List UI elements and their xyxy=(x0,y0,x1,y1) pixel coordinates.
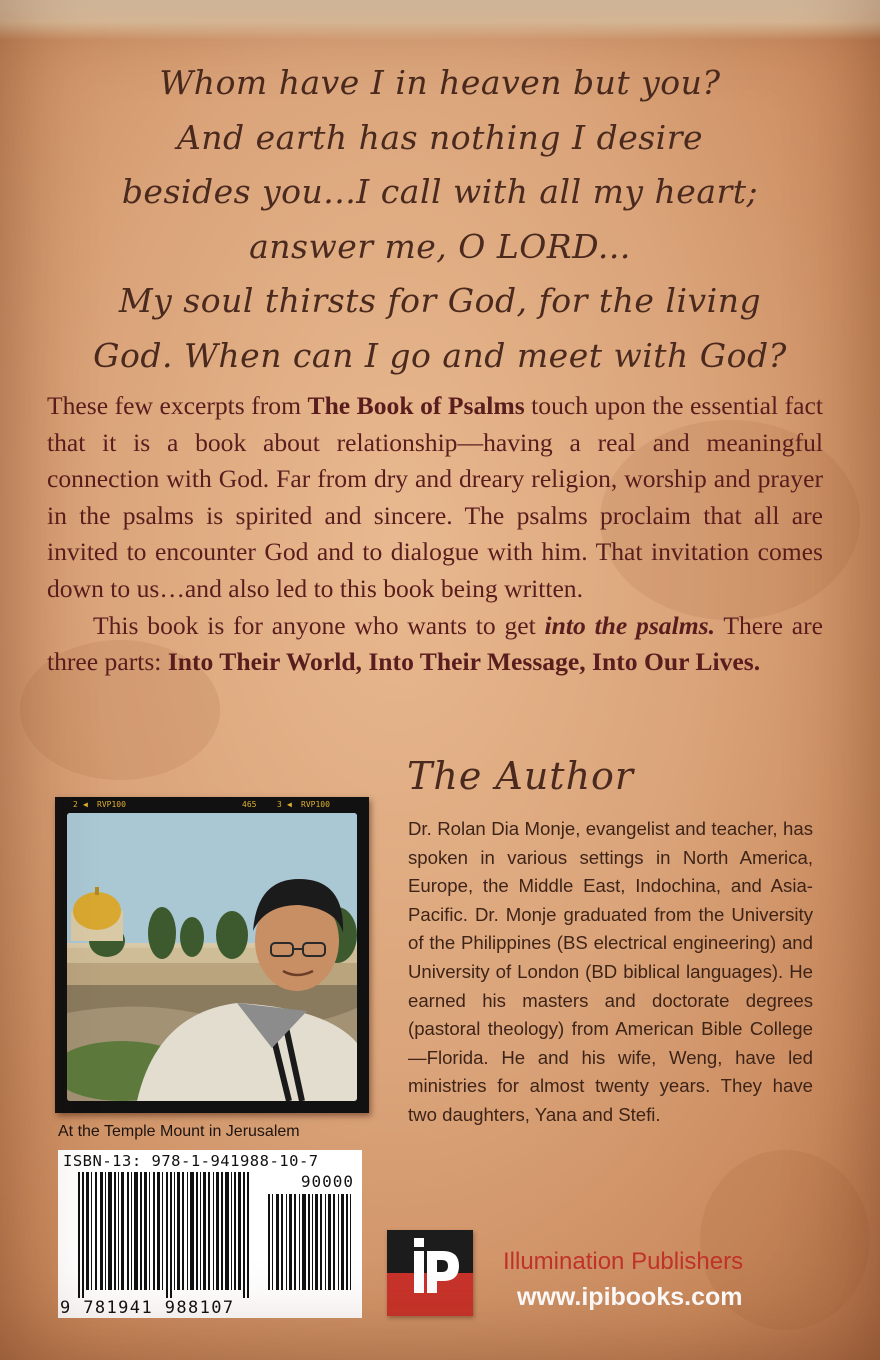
book-description xyxy=(47,388,823,681)
film-strip-markings xyxy=(55,797,369,811)
description-text: There are three parts: xyxy=(47,610,824,677)
verse-line: God. When can I go and meet with God? xyxy=(93,335,787,375)
verse-line: besides you...I call with all my heart; xyxy=(121,172,759,211)
film-frame-number: 3 xyxy=(277,800,282,809)
film-stock-label: RVP100 xyxy=(301,800,330,809)
author-bio: Dr. Rolan Dia Monje, evangelist and teacher, has spoken in various settings in North America, Europe, the Middle East, Indochina, and Asia-Pacific. Dr. Monje graduated from the University of the Philippines (BS electrical engineering) and University of London (BD biblical languages). He earned his masters and doctorate degrees (pastoral theology) from American Bible College—Florida. He and his wife, Weng, have led ministries for almost twenty years. They have two daughters, Yana and Stefi. xyxy=(408,818,813,1125)
publisher-name: Illumination Publishers xyxy=(503,1248,744,1275)
handwritten-verse xyxy=(30,56,850,383)
book-title-bold: The Book of Psalms xyxy=(307,391,525,420)
film-arrow-icon: ◀ xyxy=(287,800,292,809)
description-text: This book is for anyone who wants to get xyxy=(93,610,545,640)
verse-line: And earth has nothing I desire xyxy=(176,117,704,157)
description-text: These few excerpts from xyxy=(47,391,308,420)
film-arrow-icon: ◀ xyxy=(83,800,88,809)
photo-caption: At the Temple Mount in Jerusalem xyxy=(58,1123,300,1140)
book-parts-bold: Into Their World, Into Their Message, Into Our Lives. xyxy=(167,647,761,677)
description-text: touch upon the essential fact that it is a book about relationship—having a real and meaningful connection with God. Far from dry and dreary religion, worship and prayer in the psalms is spirited and sincere. The psalms proclaim that all are invited to encounter God and to dialogue with him. That invitation comes down to us…and also led to this book being written. xyxy=(47,391,823,603)
verse-line: Whom have I in heaven but you? xyxy=(159,63,721,102)
description-paragraph xyxy=(47,388,823,608)
verse-line: answer me, O LORD... xyxy=(249,226,631,266)
isbn-number: ISBN-13: 978-1-941988-10-7 xyxy=(63,1152,319,1170)
ean-digits: 9 781941 988107 xyxy=(60,1298,235,1318)
author-photo xyxy=(67,813,357,1101)
price-code: 90000 xyxy=(300,1172,354,1191)
torn-paper-edge xyxy=(0,0,880,40)
ip-logo-icon xyxy=(387,1230,473,1316)
publisher-url[interactable]: www.ipibooks.com xyxy=(517,1283,743,1311)
emphasis-text: into the psalms. xyxy=(544,610,715,640)
isbn-barcode xyxy=(58,1150,362,1318)
verse-line: My soul thirsts for God, for the living xyxy=(118,281,762,320)
publisher-logo xyxy=(387,1230,473,1316)
film-frame-number: 2 xyxy=(73,800,78,809)
description-paragraph xyxy=(47,608,823,681)
author-photo-illustration xyxy=(67,813,357,1101)
film-stock-label: RVP100 xyxy=(97,800,126,809)
film-count-label: 465 xyxy=(242,800,257,809)
author-photo-frame xyxy=(55,797,369,1113)
author-heading: The Author xyxy=(407,754,635,798)
